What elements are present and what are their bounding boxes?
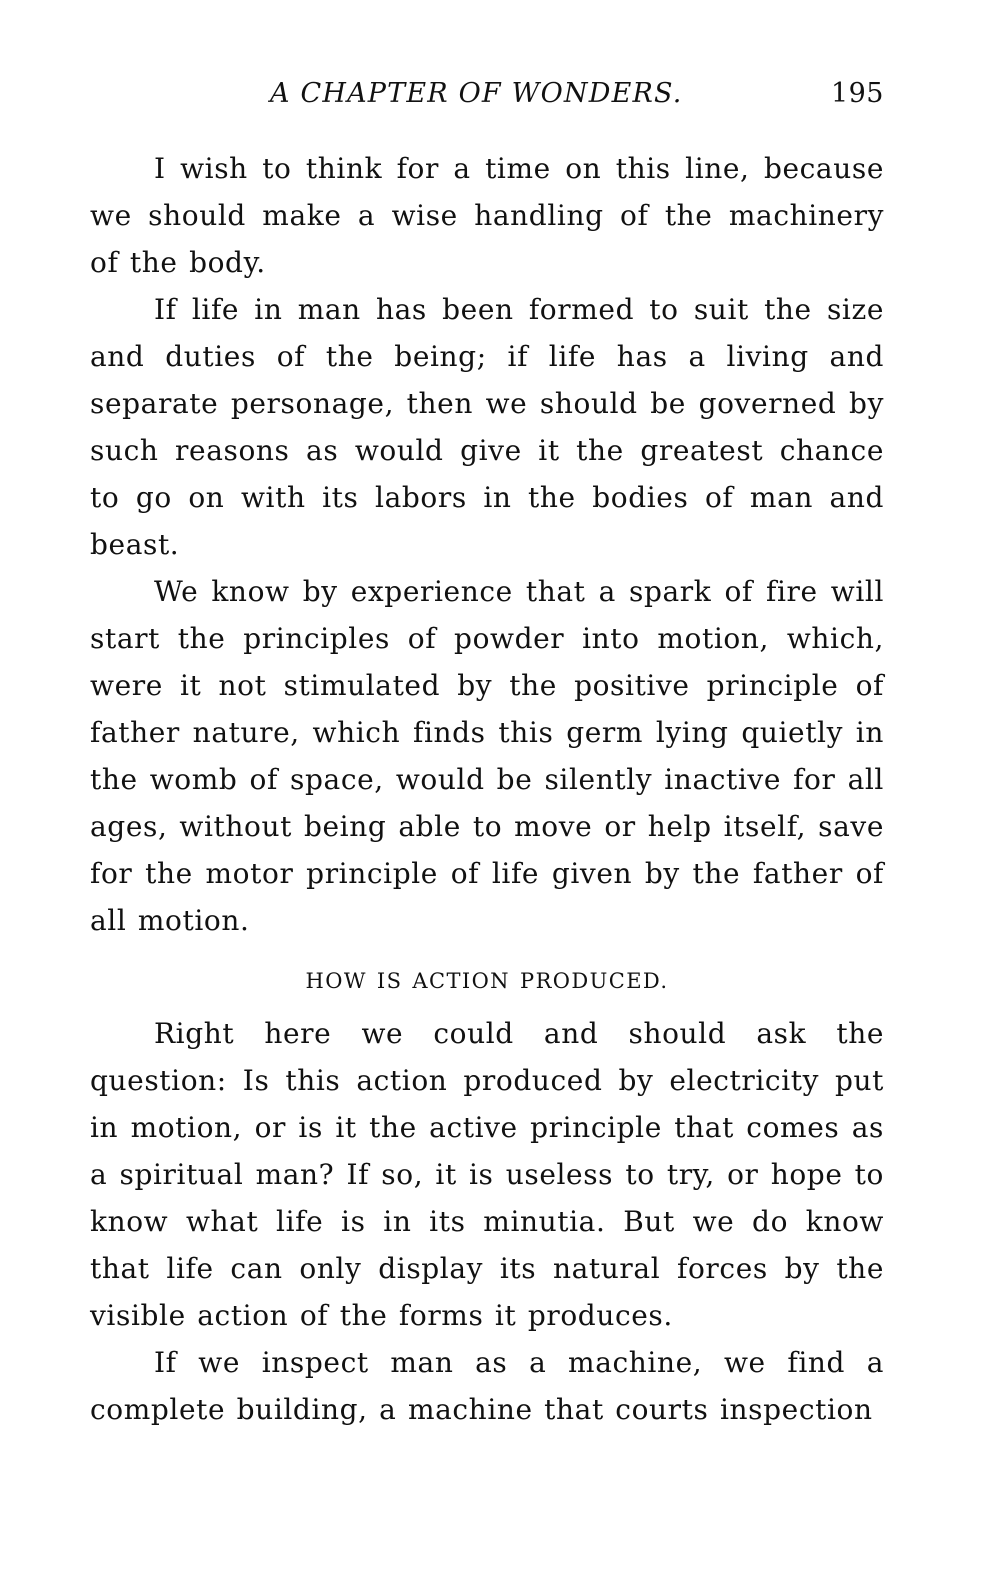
running-head bbox=[90, 78, 884, 118]
paragraph-2: If life in man has been formed to suit the size and duties of the being; if life has a living and separate personage, then we should be governed by such reasons as would give it the greatest chance to go on with its labors in the bodies of man and beast. bbox=[90, 293, 884, 561]
paragraph-3: We know by experience that a spark of fire will start the principles of powder into motion, which, were it not stimulated by the positive principle of father nature, which finds this germ lying quietly in the womb of space, would be silently inactive for all ages, without being able to move or help itself, save for the motor principle of life given by the father of all motion. bbox=[90, 575, 884, 937]
paragraph-4: Right here we could and should ask the question: Is this action produced by electricity put in motion, or is it the active principle that comes as a spiritual man? If so, it is useless to try, or hope to know what life is in its minutia. But we do know that life can only display its natural forces by the visible action of the forms it produces. bbox=[90, 1017, 884, 1332]
body-text bbox=[90, 145, 884, 1433]
section-subheading: HOW IS ACTION PRODUCED. bbox=[305, 969, 669, 993]
subheading-container bbox=[90, 944, 884, 1010]
paragraph-5: If we inspect man as a machine, we find a complete building, a machine that courts inspection bbox=[90, 1346, 884, 1426]
paragraph-1: I wish to think for a time on this line, because we should make a wise handling of the machinery of the body. bbox=[90, 152, 884, 279]
running-title: A CHAPTER OF WONDERS. bbox=[270, 78, 683, 109]
page-number: 195 bbox=[830, 78, 884, 109]
